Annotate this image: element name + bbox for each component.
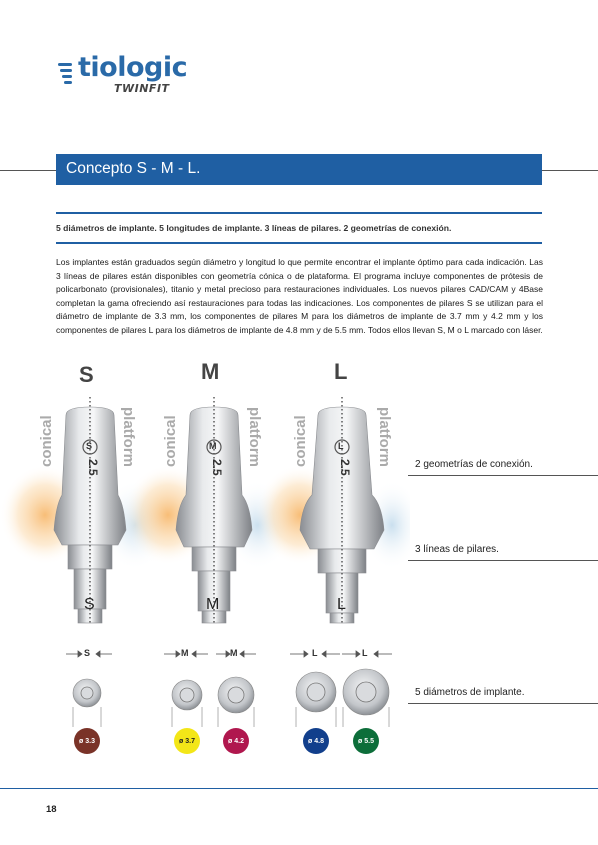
header-left-line (0, 170, 56, 171)
logo-wordmark: tiologic (78, 52, 188, 83)
base-letter-s: S (84, 596, 95, 613)
engraving-size-s: 2.5 (86, 459, 100, 476)
dimension-label-l2: L (362, 648, 368, 658)
size-letter-l: L (334, 359, 348, 384)
dimension-label-m1: M (181, 648, 189, 658)
diameter-badge-4-2: ø 4.2 (223, 728, 249, 754)
body-paragraph: Los implantes están graduados según diámetro y longitud lo que permite encontrar el implante óptimo para cada indicación. Las 3 líneas de pilares están disponibles con geometría cónica o de plataforma. El programa incluye componentes de prótesis de policarbonato (provisionales), titanio y metal precioso para restauraciones individuales. Los nuevos pilares CAD/CAM y 4Base completan la gama ofreciendo así restauraciones para todas las indicaciones. Los componentes de pilares S se utilizan para el diámetro de implante de 3.3 mm, los componentes de pilares M para los diámetros de implante de 3.7 mm y 4.2 mm y los componentes de pilares L para los diámetros de implante de 4.8 mm y de 5.5 mm. Todos ellos llevan S, M o L marcado con láser. (56, 257, 543, 335)
diameter-badge-3-3: ø 3.3 (74, 728, 100, 754)
logo-subbrand: TWINFIT (114, 82, 170, 95)
size-letter-m: M (201, 359, 220, 384)
implant-discs (73, 669, 389, 715)
engraving-letter-s: S (86, 441, 93, 451)
subheading-bottom-rule (56, 242, 542, 244)
engraving-letter-m: M (209, 441, 217, 451)
abutment-figure (0, 355, 410, 775)
dimension-label-s: S (84, 648, 91, 658)
dimension-arrows (66, 651, 392, 657)
diameter-badge-5-5: ø 5.5 (353, 728, 379, 754)
label-implant-diameters: 5 diámetros de implante. (415, 687, 525, 698)
dimension-label-m2: M (230, 648, 238, 658)
platform-label-m: platform (246, 407, 263, 467)
label-implant-diameters-line (408, 703, 598, 704)
platform-label-l: platform (376, 407, 393, 467)
label-connection-geometries: 2 geometrías de conexión. (415, 459, 533, 470)
abutment-illustration (0, 355, 410, 775)
diameter-badge-4-8: ø 4.8 (303, 728, 329, 754)
logo-mark-icon (56, 61, 76, 85)
dimension-label-l1: L (312, 648, 318, 658)
label-abutment-lines-line (408, 560, 598, 561)
header-right-line (542, 170, 598, 171)
subheading-top-rule (56, 212, 542, 214)
conical-label-m: conical (162, 415, 179, 467)
platform-label-s: platform (120, 407, 137, 467)
size-letter-s: S (79, 362, 94, 387)
base-letter-l: L (337, 596, 346, 613)
diameter-badge-3-7: ø 3.7 (174, 728, 200, 754)
base-letter-m: M (206, 596, 220, 613)
engraving-size-l: 2.5 (338, 459, 352, 476)
conical-label-s: conical (38, 415, 55, 467)
engraving-letter-l: L (338, 441, 344, 451)
brand-logo (56, 52, 196, 100)
label-abutment-lines: 3 líneas de pilares. (415, 544, 499, 555)
subheading: 5 diámetros de implante. 5 longitudes de implante. 3 líneas de pilares. 2 geometrías de conexión. (56, 223, 452, 233)
label-connection-geometries-line (408, 475, 598, 476)
footer-rule (0, 788, 598, 789)
page-number: 18 (46, 804, 57, 815)
section-title: Concepto S - M - L. (66, 160, 201, 177)
conical-label-l: conical (292, 415, 309, 467)
engraving-size-m: 2.5 (210, 459, 224, 476)
